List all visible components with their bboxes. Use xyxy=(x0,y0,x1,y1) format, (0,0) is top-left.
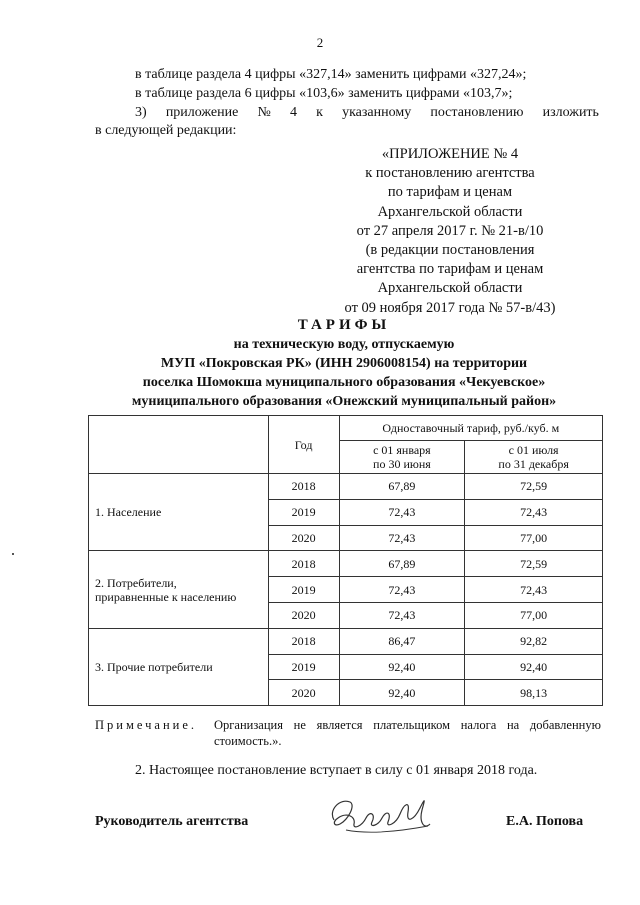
tariff-h2-cell: 92,40 xyxy=(465,654,603,680)
appendix-header-line: Архангельской области xyxy=(377,280,523,297)
appendix-header-line: агентства по тарифам и ценам xyxy=(356,261,544,278)
amendment-line-3-word: постановлению xyxy=(430,105,524,120)
tariff-subtitle-3: поселка Шомокша муниципального образования «Чекуевское» xyxy=(142,375,546,390)
tariff-subtitle-2: МУП «Покровская РК» (ИНН 2906008154) на территории xyxy=(160,356,528,371)
note-word: является xyxy=(316,718,363,732)
appendix-header-line: Архангельской области xyxy=(377,203,523,220)
tariff-table xyxy=(88,415,603,706)
note-word: Организация xyxy=(214,718,283,732)
note-word: налога xyxy=(460,718,497,732)
note-word: не xyxy=(293,718,306,732)
tariff-h1-cell: 67,89 xyxy=(339,551,465,577)
amendment-line-3-word: 4 xyxy=(289,105,297,120)
header-year: Год xyxy=(268,416,339,474)
amendment-line-3-word: № xyxy=(257,105,271,120)
amendment-line-2: в таблице раздела 6 цифры «103,6» заменить цифрами «103,7»; xyxy=(135,86,513,101)
handwritten-signature xyxy=(326,790,436,840)
year-cell: 2020 xyxy=(268,525,339,551)
tariff-h2-cell: 72,43 xyxy=(465,577,603,603)
header-tariff: Одноставочный тариф, руб./куб. м xyxy=(339,416,602,441)
year-cell: 2018 xyxy=(268,628,339,654)
year-cell: 2019 xyxy=(268,577,339,603)
year-cell: 2020 xyxy=(268,602,339,628)
signatory-position: Руководитель агентства xyxy=(95,814,249,829)
tariff-h2-cell: 72,59 xyxy=(465,551,603,577)
tariff-h2-cell: 98,13 xyxy=(465,680,603,706)
tariff-h2-cell: 77,00 xyxy=(465,602,603,628)
table-row xyxy=(89,474,603,500)
note-word: добавленную xyxy=(529,718,601,732)
signatory-name: Е.А. Попова xyxy=(506,814,584,829)
tariff-heading: ТАРИФЫ xyxy=(297,317,391,333)
note-text-line-1 xyxy=(214,718,601,733)
appendix-header-line: (в редакции постановления xyxy=(365,242,535,259)
header-period-2: с 01 июля по 31 декабря xyxy=(465,441,603,474)
tariff-h1-cell: 72,43 xyxy=(339,577,465,603)
year-cell: 2018 xyxy=(268,551,339,577)
appendix-header-line: «ПРИЛОЖЕНИЕ № 4 xyxy=(381,146,519,162)
header-period-1: с 01 января по 30 июня xyxy=(339,441,465,474)
amendment-line-4: в следующей редакции: xyxy=(95,123,237,138)
appendix-header-line: к постановлению агентства xyxy=(365,165,535,182)
margin-mark xyxy=(12,553,14,555)
note-word: на xyxy=(506,718,520,732)
amendment-line-3-word: изложить xyxy=(542,105,599,120)
note-label: Примечание. xyxy=(95,718,198,732)
header-empty-cell xyxy=(89,416,269,474)
amendment-line-3-word: к xyxy=(316,105,323,120)
year-cell: 2019 xyxy=(268,499,339,525)
year-cell: 2019 xyxy=(268,654,339,680)
tariff-h2-cell: 72,59 xyxy=(465,474,603,500)
amendment-line-3-word: приложение xyxy=(165,105,239,120)
consumer-category: 1. Население xyxy=(89,474,269,551)
tariff-subtitle-4: муниципального образования «Онежский муниципальный район» xyxy=(131,394,557,409)
table-row xyxy=(89,551,603,577)
tariff-h1-cell: 67,89 xyxy=(339,474,465,500)
appendix-header xyxy=(290,145,610,318)
amendment-line-3-word: 3) xyxy=(135,105,147,120)
tariff-h1-cell: 92,40 xyxy=(339,680,465,706)
tariff-h1-cell: 86,47 xyxy=(339,628,465,654)
year-cell: 2018 xyxy=(268,474,339,500)
amendment-line-1: в таблице раздела 4 цифры «327,14» заменить цифрами «327,24»; xyxy=(135,67,527,82)
appendix-header-line: от 09 ноября 2017 года № 57-в/43) xyxy=(344,299,556,316)
tariff-h2-cell: 72,43 xyxy=(465,499,603,525)
year-cell: 2020 xyxy=(268,680,339,706)
page-number: 2 xyxy=(316,35,324,50)
tariff-h2-cell: 77,00 xyxy=(465,525,603,551)
tariff-h1-cell: 72,43 xyxy=(339,602,465,628)
tariff-h2-cell: 92,82 xyxy=(465,628,603,654)
tariff-title xyxy=(60,316,628,411)
consumer-category: 3. Прочие потребители xyxy=(89,628,269,705)
appendix-header-line: от 27 апреля 2017 г. № 21-в/10 xyxy=(356,222,544,239)
note-text-line-2: стоимость.». xyxy=(214,734,282,748)
clause-2: 2. Настоящее постановление вступает в силу с 01 января 2018 года. xyxy=(135,763,538,778)
tariff-subtitle-1: на техническую воду, отпускаемую xyxy=(233,337,455,352)
tariff-h1-cell: 72,43 xyxy=(339,499,465,525)
amendment-line-3 xyxy=(135,105,599,121)
note-word: плательщиком xyxy=(373,718,451,732)
amendment-line-3-word: указанному xyxy=(342,105,412,120)
tariff-h1-cell: 92,40 xyxy=(339,654,465,680)
consumer-category: 2. Потребители, приравненные к населению xyxy=(89,551,269,628)
tariff-h1-cell: 72,43 xyxy=(339,525,465,551)
table-row xyxy=(89,628,603,654)
appendix-header-line: по тарифам и ценам xyxy=(387,184,513,201)
